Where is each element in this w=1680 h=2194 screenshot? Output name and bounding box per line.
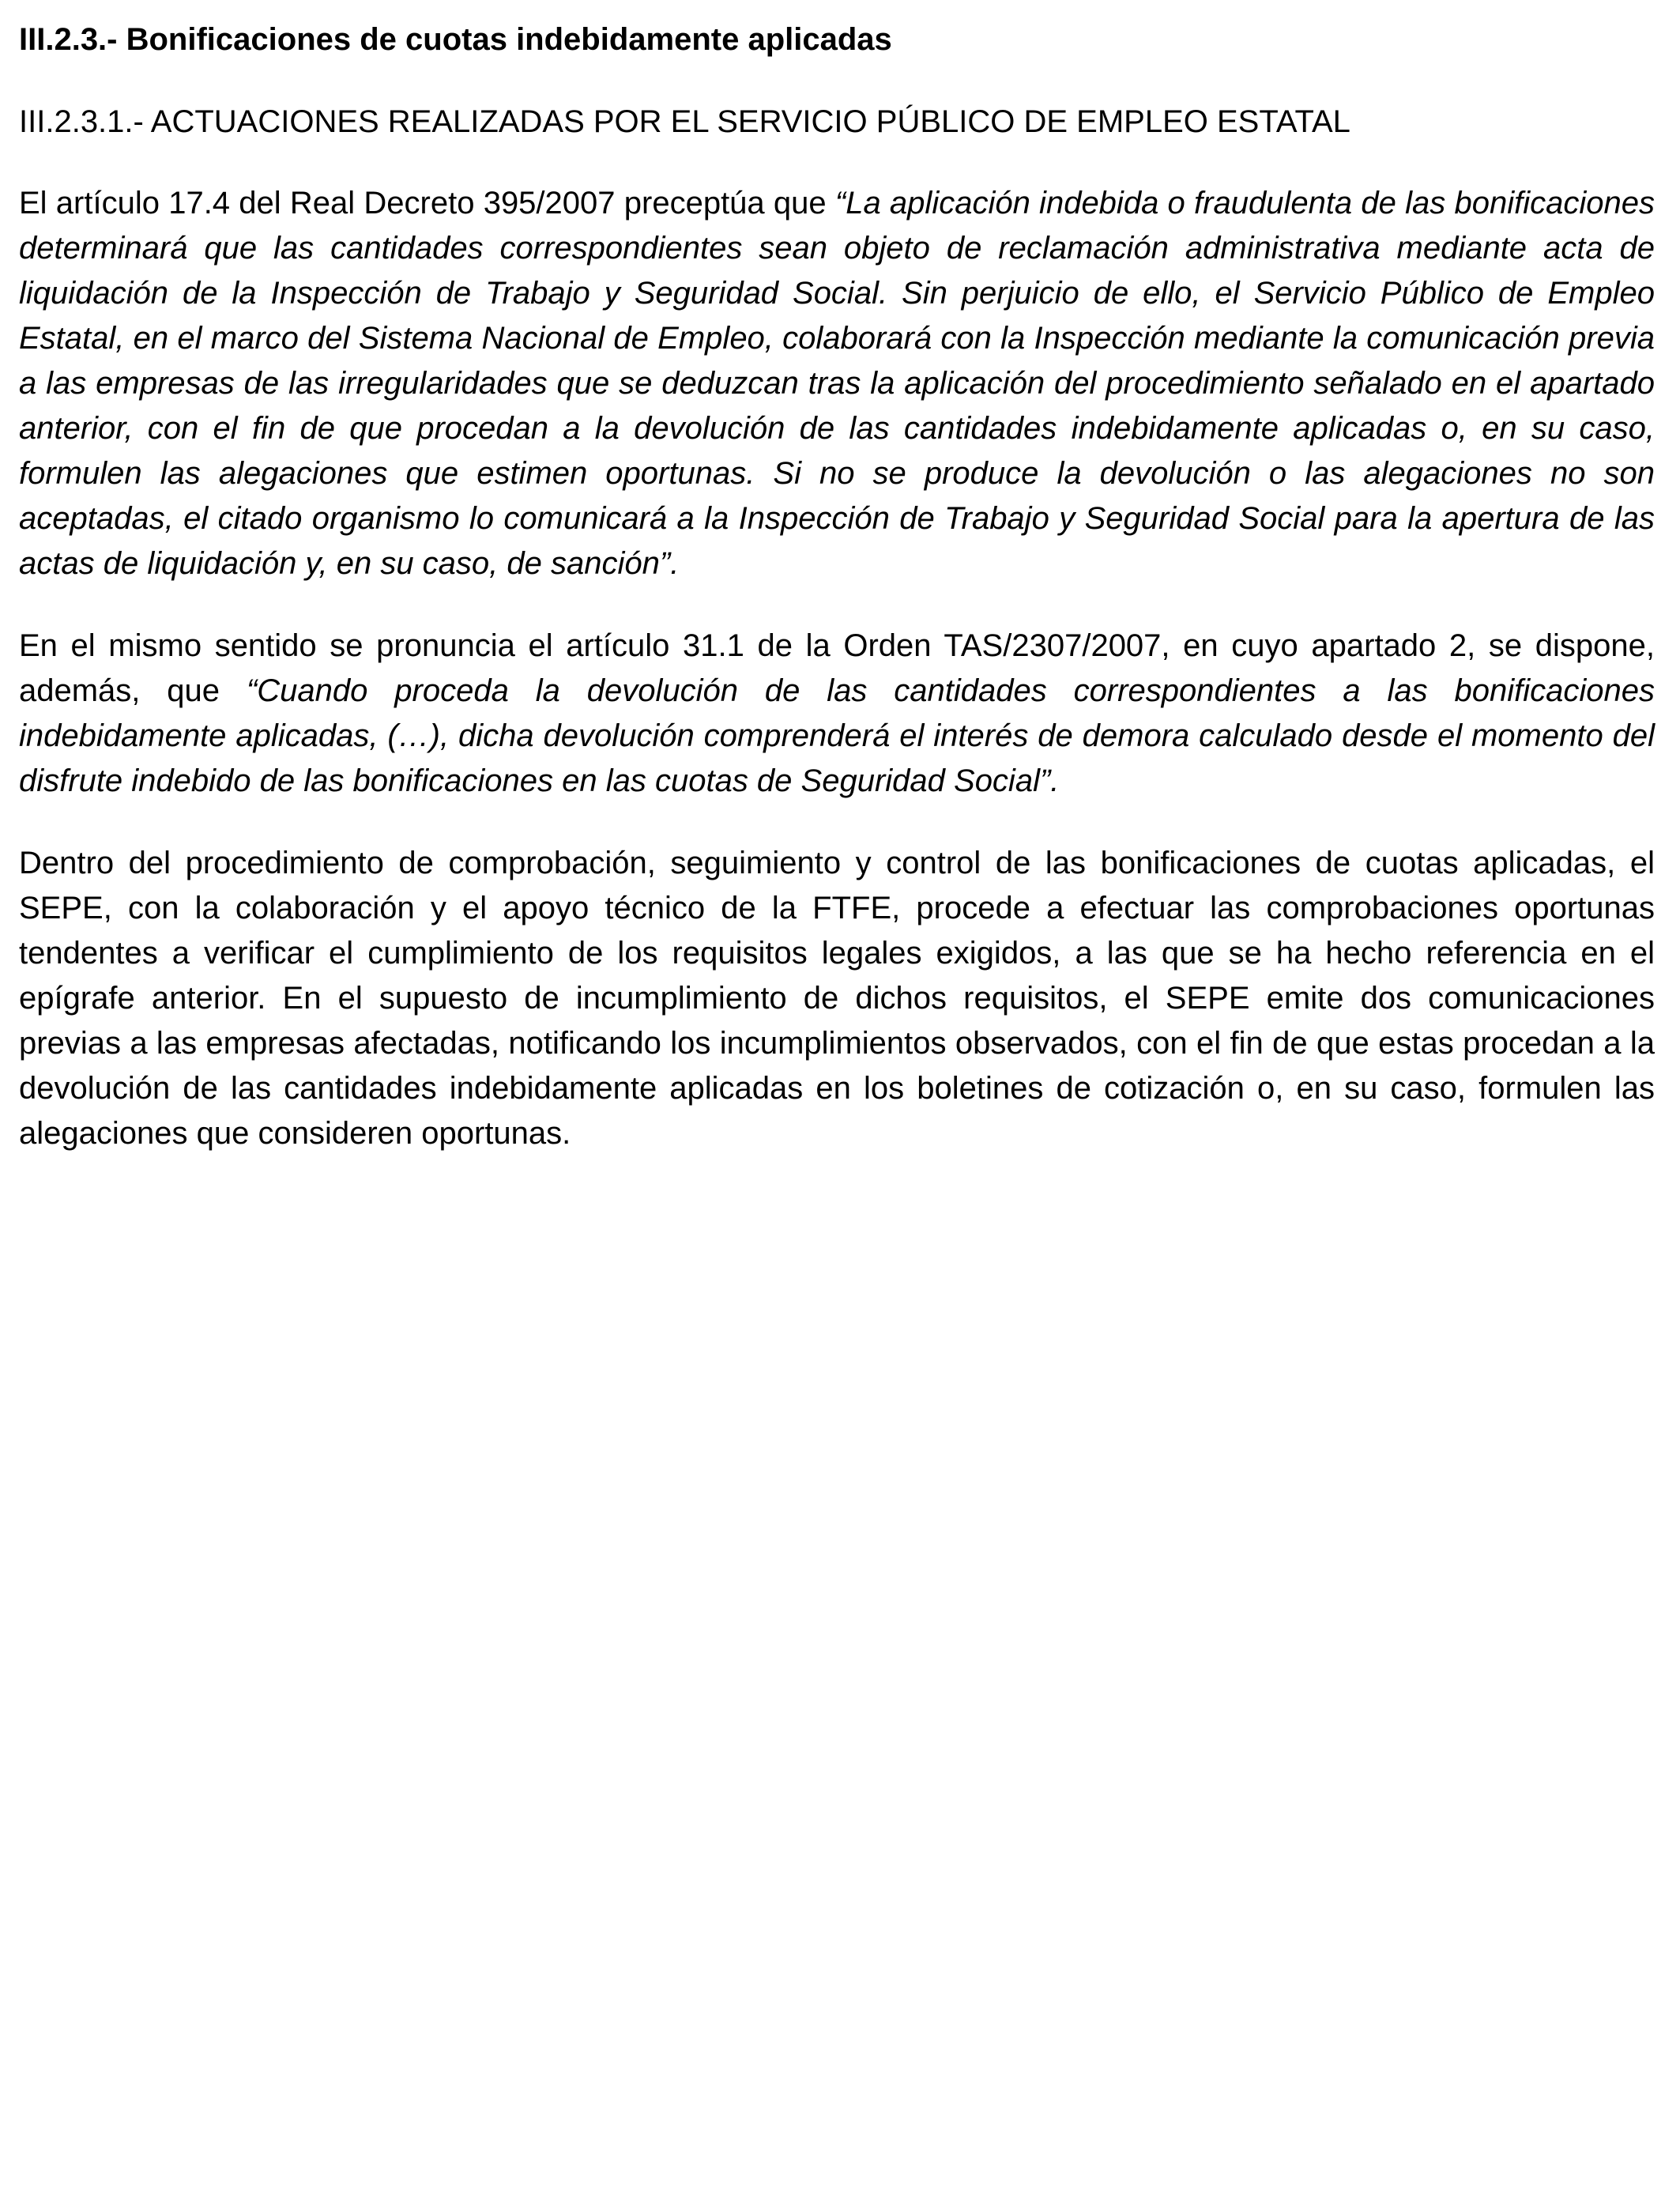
paragraph-orden-tas <box>19 624 1655 804</box>
document-page <box>19 17 1655 1156</box>
paragraph-real-decreto <box>19 181 1655 586</box>
paragraph-orden-tas-intro: En el mismo sentido se pronuncia el artículo 31.1 de la Orden TAS/2307/2007, en cuyo apartado 2, se dispone, además, que <box>19 628 1655 708</box>
subsection-heading: III.2.3.1.- ACTUACIONES REALIZADAS POR EL SERVICIO PÚBLICO DE EMPLEO ESTATAL <box>19 104 1350 139</box>
paragraph-procedimiento: Dentro del procedimiento de comprobación, seguimiento y control de las bonificaciones de cuotas aplicadas, el SEPE, con la colaboración y el apoyo técnico de la FTFE, procede a efectuar las comprobaciones oportunas tendentes a verificar el cumplimiento de los requisitos legales exigidos, a las que se ha hecho referencia en el epígrafe anterior. En el supuesto de incumplimiento de dichos requisitos, el SEPE emite dos comunicaciones previas a las empresas afectadas, notificando los incumplimientos observados, con el fin de que estas procedan a la devolución de las cantidades indebidamente aplicadas en los boletines de cotización o, en su caso, formulen las alegaciones que consideren oportunas. <box>19 846 1655 1151</box>
section-heading: III.2.3.- Bonificaciones de cuotas indebidamente aplicadas <box>19 22 892 57</box>
paragraph-orden-tas-quote: “Cuando proceda la devolución de las cantidades correspondientes a las bonificaciones indebidamente aplicadas, (…), dicha devolución comprenderá el interés de demora calculado desde el momento del disfrute indebido de las bonificaciones en las cuotas de Seguridad Social”. <box>19 673 1655 798</box>
paragraph-real-decreto-quote: “La aplicación indebida o fraudulenta de las bonificaciones determinará que las cantidades correspondientes sean objeto de reclamación administrativa mediante acta de liquidación de la Inspección de Trabajo y Seguridad Social. Sin perjuicio de ello, el Servicio Público de Empleo Estatal, en el marco del Sistema Nacional de Empleo, colaborará con la Inspección mediante la comunicación previa a las empresas de las irregularidades que se deduzcan tras la aplicación del procedimiento señalado en el apartado anterior, con el fin de que procedan a la devolución de las cantidades indebidamente aplicadas o, en su caso, formulen las alegaciones que estimen oportunas. Si no se produce la devolución o las alegaciones no son aceptadas, el citado organismo lo comunicará a la Inspección de Trabajo y Seguridad Social para la apertura de las actas de liquidación y, en su caso, de sanción”. <box>19 186 1656 581</box>
paragraph-real-decreto-intro: El artículo 17.4 del Real Decreto 395/2007 preceptúa que <box>19 186 835 221</box>
